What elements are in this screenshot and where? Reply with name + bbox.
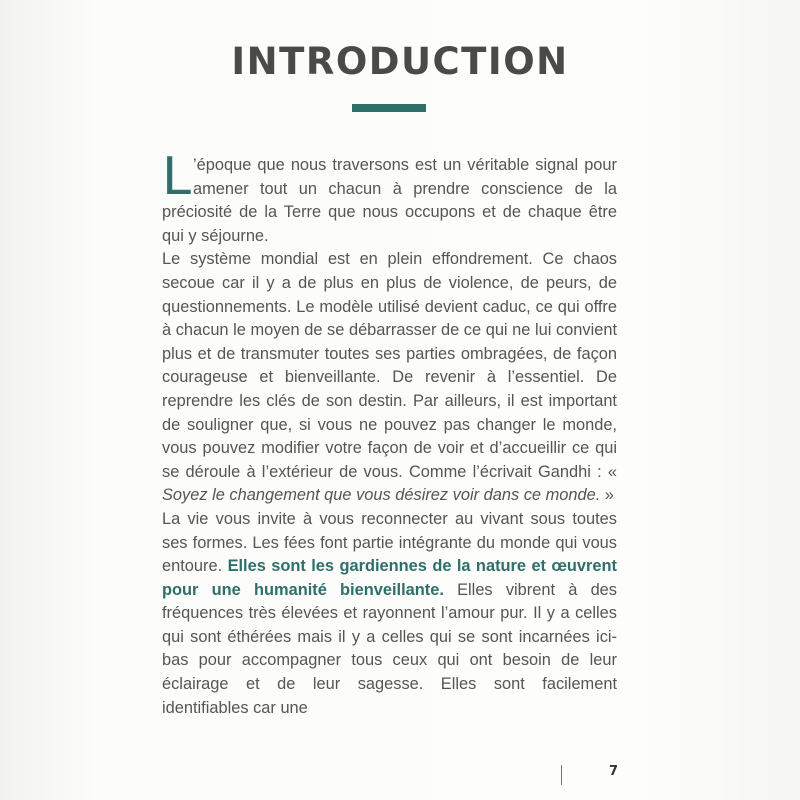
highlighted-sentence: Elles sont les gardiennes de la nature et œuvrent pour une humanité bienveillante. bbox=[162, 557, 617, 599]
paragraph-3-text: La vie vous invite à vous reconnecter au vivant sous toutes ses formes. Les fées font partie intégrante du monde qui vous entoure. bbox=[162, 509, 617, 576]
paragraph-2 bbox=[162, 248, 617, 508]
drop-cap: L bbox=[162, 147, 191, 207]
title-underline bbox=[352, 104, 426, 112]
paragraph-1 bbox=[162, 147, 617, 248]
body-text bbox=[162, 147, 617, 720]
page-number-divider bbox=[561, 765, 562, 785]
paragraph-1-text: ’époque que nous traversons est un véritable signal pour amener tout un chacun à prendre conscience de la préciosité de la Terre que nous occupons et de chaque être qui y séjourne. bbox=[162, 156, 617, 245]
gandhi-quote: Soyez le changement que vous désirez voir dans ce monde. bbox=[162, 486, 601, 505]
paragraph-2-text: Le système mondial est en plein effondrement. Ce chaos secoue car il y a de plus en plus de violence, de peurs, de questionnements. Le modèle utilisé devient caduc, ce qui offre à chacun le moyen de se débarrasser de ce qui ne lui convient plus et de transmuter toutes ses parties ombragées, de façon courageuse et bienveillante. De revenir à l’essentiel. De reprendre les clés de son destin. Par ailleurs, il est important de souligner que, si vous ne pouvez pas changer le monde, vous pouvez modifier votre façon de voir et d’accueillir ce qui se déroule à l’extérieur de vous. Comme l’écrivait Gandhi : « bbox=[162, 250, 617, 481]
page-number: 7 bbox=[609, 764, 619, 779]
paragraph-2-end: » bbox=[600, 486, 614, 505]
chapter-title: INTRODUCTION bbox=[231, 40, 569, 83]
paragraph-3-continuation: Elles vibrent à des fréquences très élevées et rayonnent l’amour pur. Il y a celles qui sont éthérées mais il y a celles qui se sont incarnées ici-bas pour accompagner tous ceux qui ont besoin de leur éclairage et de leur sagesse. Elles sont facilement identifiables car une bbox=[162, 580, 617, 717]
paragraph-3 bbox=[162, 508, 617, 720]
